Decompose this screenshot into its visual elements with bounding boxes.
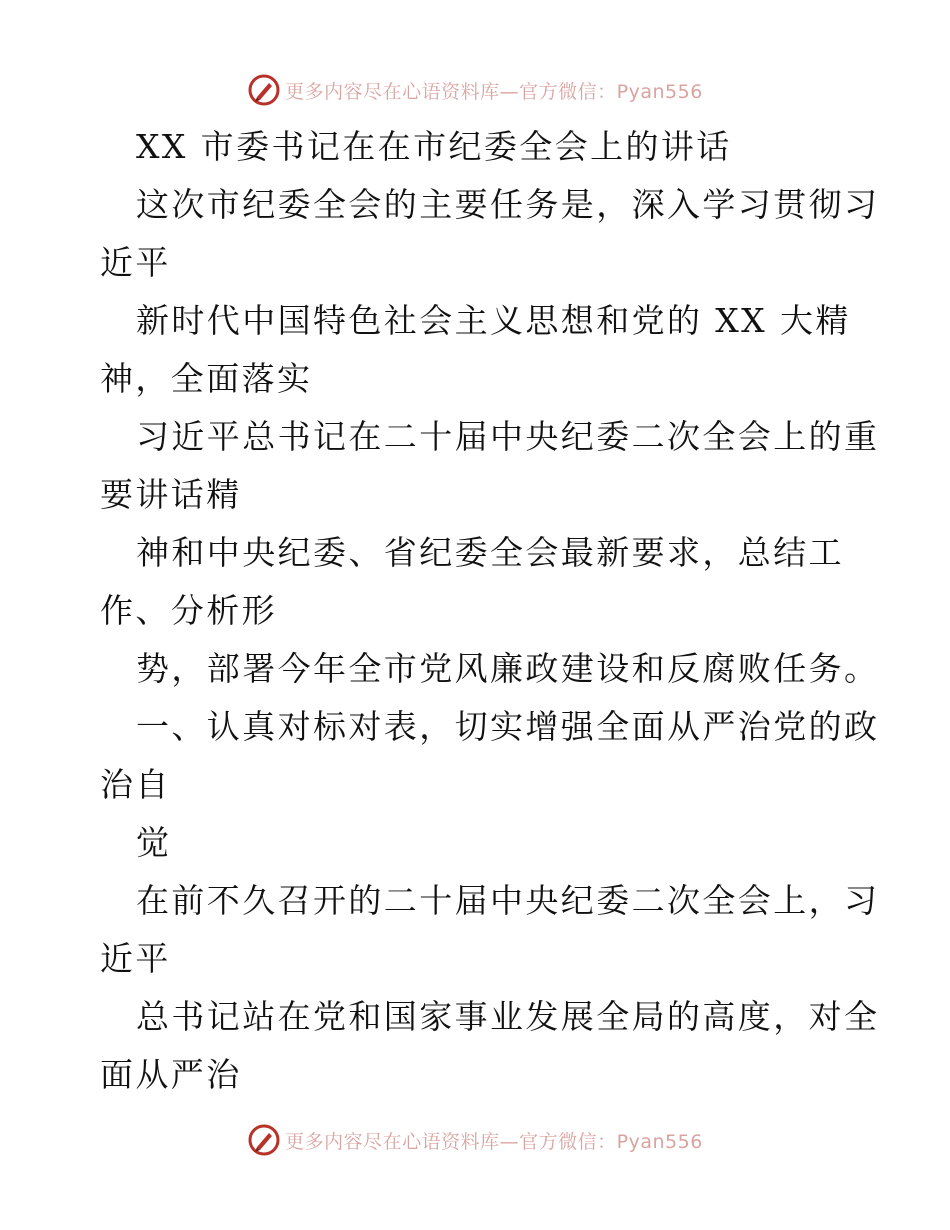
text-line: 势，部署今年全市党风廉政建设和反腐败任务。 xyxy=(136,649,880,688)
text-line: 总书记站在党和国家事业发展全局的高度，对全 xyxy=(136,997,880,1036)
watermark-banner-bottom xyxy=(0,1120,950,1160)
text-line: 近平 xyxy=(100,243,171,282)
section-heading: 一、认真对标对表，切实增强全面从严治党的政 xyxy=(136,707,880,746)
text-line: 习近平总书记在二十届中央纪委二次全会上的重 xyxy=(136,417,880,456)
watermark-text: 更多内容尽在心语资料库—官方微信：Pyan556 xyxy=(285,1130,703,1153)
watermark-text: 更多内容尽在心语资料库—官方微信：Pyan556 xyxy=(285,80,703,103)
pen-logo-icon xyxy=(247,1123,281,1157)
pen-logo-icon xyxy=(247,73,281,107)
text-line: 神和中央纪委、省纪委全会最新要求，总结工 xyxy=(136,533,844,572)
document-body xyxy=(100,118,880,1104)
section-heading-continued: 觉 xyxy=(136,823,172,862)
text-line: 作、分析形 xyxy=(100,591,277,630)
document-title: XX 市委书记在在市纪委全会上的讲话 xyxy=(136,127,732,166)
watermark-banner-top xyxy=(0,70,950,110)
text-line: 近平 xyxy=(100,939,171,978)
text-line: 面从严治 xyxy=(100,1055,242,1094)
text-line: 新时代中国特色社会主义思想和党的 XX 大精 xyxy=(136,301,851,340)
section-heading-continued: 治自 xyxy=(100,765,171,804)
text-line: 要讲话精 xyxy=(100,475,242,514)
text-line: 在前不久召开的二十届中央纪委二次全会上，习 xyxy=(136,881,880,920)
text-line: 这次市纪委全会的主要任务是，深入学习贯彻习 xyxy=(136,185,880,224)
text-line: 神，全面落实 xyxy=(100,359,313,398)
